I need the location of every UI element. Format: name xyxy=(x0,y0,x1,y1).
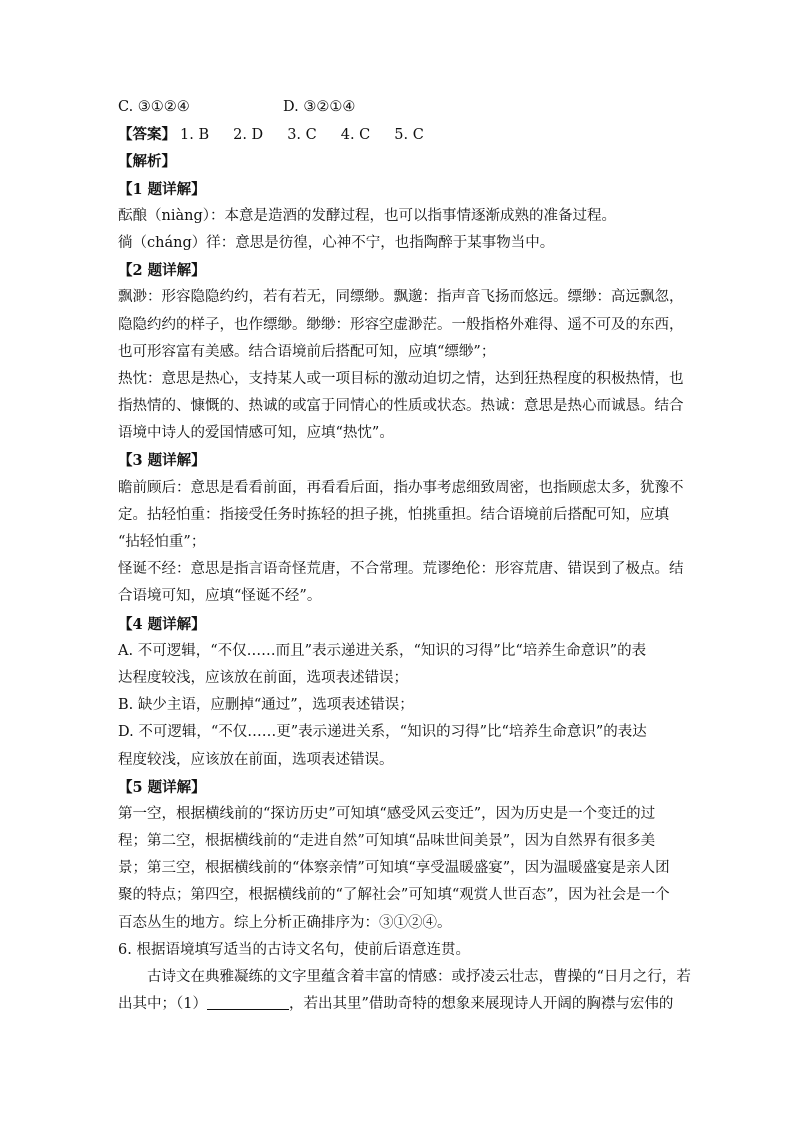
answer-row xyxy=(118,121,678,148)
answer-label: 【答案】 xyxy=(118,126,176,144)
q3-line: 怪诞不经：意思是指言语奇怪荒唐，不合常理。荒谬绝伦：形容荒唐、错误到了极点。结 xyxy=(118,561,684,578)
q1-title: 【1 题详解】 xyxy=(118,180,206,198)
q5-line: 聚的特点；第四空，根据横线前的“了解社会”可知填“观赏人世百态”，因为社会是一个 xyxy=(118,887,670,904)
q2-line: 隐隐约约的样子，也作缥缈。缈缈：形容空虚渺茫。一般指格外难得、遥不可及的东西， xyxy=(118,316,684,333)
q5-title: 【5 题详解】 xyxy=(118,778,206,796)
q1-line: 徜（cháng）徉：意思是彷徨，心神不宁，也指陶醉于某事物当中。 xyxy=(118,234,555,251)
q2-title: 【2 题详解】 xyxy=(118,262,206,280)
q5-line: 程；第二空，根据横线前的“走进自然”可知填“品味世间美景”，因为自然界有很多美 xyxy=(118,833,656,850)
q4-title: 【4 题详解】 xyxy=(118,615,206,633)
q2-line: 语境中诗人的爱国情感可知，应填“热忱”。 xyxy=(118,425,394,442)
q6-prompt: 6. 根据语境填写适当的古诗文名句，使前后语意连贯。 xyxy=(118,941,470,958)
q3-line: 瞻前顾后：意思是看看前面，再看看后面，指办事考虑细致周密，也指顾虑太多，犹豫不 xyxy=(118,479,684,496)
options-row xyxy=(118,94,678,121)
q4-line: 达程度较浅，应该放在前面，选项表述错误； xyxy=(118,669,408,686)
q2-line: 飘渺：形容隐隐约约，若有若无，同缥缈。飘邈：指声音飞扬而悠远。缥缈：高远飘忽， xyxy=(118,289,684,306)
q1-line: 酝酿（niàng）：本意是造酒的发酵过程，也可以指事情逐渐成熟的准备过程。 xyxy=(118,207,616,224)
q6-text-after-blank: ，若出其里”借助奇特的想象来展现诗人开阔的胸襟与宏伟的 xyxy=(288,996,674,1013)
q5-line: 百态丛生的地方。综上分析正确排序为：③①②④。 xyxy=(118,914,452,931)
option-d: D. ③②①④ xyxy=(283,99,356,115)
q2-line: 指热情的、慷慨的、热诚的或富于同情心的性质或状态。热诚：意思是热心而诚恳。结合 xyxy=(118,398,684,415)
answer-item: 1. B xyxy=(180,127,210,144)
analysis-title: 【解析】 xyxy=(118,153,176,171)
q6-text-before-blank: 出其中；（1） xyxy=(118,996,207,1013)
option-c: C. ③①②④ xyxy=(118,99,190,115)
answer-item: 3. C xyxy=(287,127,317,144)
q2-line: 也可形容富有美感。结合语境前后搭配可知，应填“缥缈”； xyxy=(118,343,496,360)
q4-line: B. 缺少主语，应删掉“通过”，选项表述错误； xyxy=(118,697,414,714)
q4-line: 程度较浅，应该放在前面，选项表述错误。 xyxy=(118,751,394,768)
page-content xyxy=(118,94,691,1018)
answer-item: 2. D xyxy=(233,127,264,144)
q3-title: 【3 题详解】 xyxy=(118,452,206,470)
answer-blank[interactable] xyxy=(207,993,289,1010)
q5-line: 第一空，根据横线前的“探访历史”可知填“感受风云变迁”，因为历史是一个变迁的过 xyxy=(118,805,656,822)
q6-paragraph-line: 古诗文在典雅凝练的文字里蕴含着丰富的情感：或抒凌云壮志，曹操的“日月之行，若 xyxy=(147,969,691,985)
answer-item: 5. C xyxy=(394,127,424,144)
q2-line: 热忱：意思是热心，支持某人或一项目标的激动迫切之情，达到狂热程度的积极热情，也 xyxy=(118,370,684,387)
q4-line: D. 不可逻辑，“不仅……更”表示递进关系，“知识的习得”比“培养生命意识”的表达 xyxy=(118,724,647,741)
q3-line: 定。拈轻怕重：指接受任务时拣轻的担子挑，怕挑重担。结合语境前后搭配可知，应填 xyxy=(118,506,669,523)
q3-line: 合语境可知，应填“怪诞不经”。 xyxy=(118,588,322,605)
q4-line: A. 不可逻辑，“不仅……而且”表示递进关系，“知识的习得”比“培养生命意识”的表 xyxy=(118,642,647,659)
q3-line: “拈轻怕重”； xyxy=(118,534,206,550)
answer-item: 4. C xyxy=(340,127,371,144)
q5-line: 景；第三空，根据横线前的“体察亲情”可知填“享受温暖盛宴”，因为温暖盛宴是亲人团 xyxy=(118,860,670,877)
q6-paragraph-line xyxy=(118,991,678,1018)
